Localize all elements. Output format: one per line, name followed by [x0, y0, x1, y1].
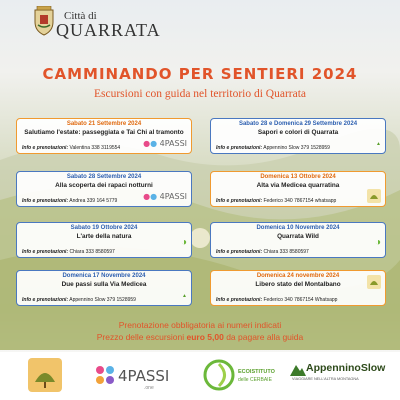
mountain-icon	[290, 362, 306, 376]
event-card-1	[16, 118, 192, 154]
info-label: Info e prenotazioni:	[216, 198, 263, 204]
appennino-logo-icon: ▲	[376, 141, 381, 147]
logo-text: 4PASSI	[159, 139, 187, 148]
appennino-logo-icon: ▲	[182, 293, 187, 299]
fourpassi-dots-icon	[94, 364, 116, 386]
event-card-8	[210, 270, 386, 306]
event-card-7	[16, 270, 192, 306]
event-title: Quarrata Wild	[277, 233, 319, 240]
ginkgo-logo-icon	[28, 358, 62, 392]
header	[0, 0, 400, 62]
event-date: Sabato 28 e Domenica 29 Settembre 2024	[238, 121, 358, 127]
booking-notice: Prenotazione obbligatoria ai numeri indicati	[118, 320, 282, 330]
event-card-3	[16, 171, 192, 207]
contact-text: Andrea 339 164 5779	[69, 198, 118, 204]
info-label: Info e prenotazioni:	[216, 297, 263, 303]
event-card-4	[210, 171, 386, 207]
appennino-name: AppenninoSlow	[306, 362, 386, 374]
ecoistituto-logo-icon: ◑	[180, 237, 187, 248]
contact-text: Appennino Slow 379 1528959	[69, 297, 136, 303]
info-label: Info e prenotazioni:	[22, 249, 69, 255]
event-title: Salutiamo l'estate: passeggiata e Tai Chi al tramonto	[24, 129, 184, 136]
fourpassi-logo-icon: ●● 4PASSI	[143, 192, 187, 201]
city-crest-icon	[32, 6, 56, 36]
event-contact	[22, 198, 117, 204]
event-date: Domenica 17 Novembre 2024	[62, 273, 146, 279]
info-label: Info e prenotazioni:	[22, 297, 69, 303]
event-card-5	[16, 222, 192, 258]
event-date: Domenica 24 novembre 2024	[256, 273, 340, 279]
ginkgo-leaf-icon	[367, 189, 381, 203]
event-contact	[216, 249, 309, 255]
event-title: Alla scoperta dei rapaci notturni	[55, 182, 153, 189]
event-title: Libero stato del Montalbano	[255, 281, 341, 288]
info-label: Info e prenotazioni:	[22, 145, 69, 151]
city-label-big: QUARRATA	[56, 20, 161, 40]
event-contact	[216, 198, 336, 204]
event-title: L'arte della natura	[76, 233, 132, 240]
page-title: CAMMINANDO PER SENTIERI 2024	[42, 65, 358, 83]
event-date: Sabato 28 Settembre 2024	[66, 174, 142, 180]
city-label-small: Città di	[64, 10, 97, 22]
ecoistituto-logo-icon: ◑	[374, 237, 381, 248]
price-value: euro 5,00	[186, 332, 224, 342]
event-date: Sabato 21 Settembre 2024	[66, 121, 142, 127]
event-date: Domenica 10 Novembre 2024	[256, 225, 340, 231]
price-notice-pre: Prezzo delle escursioni	[96, 332, 187, 342]
fourpassi-sub: .one	[144, 385, 154, 391]
info-label: Info e prenotazioni:	[22, 198, 69, 204]
contact-text: Chiara 333 8580597	[69, 249, 115, 255]
appennino-slow-logo	[290, 362, 390, 394]
event-contact	[216, 145, 330, 151]
ecoistituto-logo	[202, 358, 282, 394]
contact-text: Federico 340 7867154 Whatsapp	[263, 297, 338, 303]
event-title: Sapori e colori di Quarrata	[257, 129, 339, 136]
event-card-2	[210, 118, 386, 154]
contact-text: Chiara 333 8580597	[263, 249, 309, 255]
info-label: Info e prenotazioni:	[216, 249, 263, 255]
event-card-6	[210, 222, 386, 258]
logo-text: 4PASSI	[159, 192, 187, 201]
price-notice-post: da pagare alla guida	[223, 332, 304, 342]
event-title: Alta via Medicea quarratina	[256, 182, 340, 189]
ginkgo-leaf-icon	[367, 275, 381, 289]
event-title: Due passi sulla Via Medicea	[61, 281, 147, 288]
event-date: Domenica 13 Ottobre 2024	[260, 174, 336, 180]
contact-text: Federico 340 7867154 whatsapp	[263, 198, 337, 204]
appennino-tagline: VIAGGIARE NELL'ALTRA MONTAGNA	[292, 377, 359, 381]
page-subtitle: Escursioni con guida nel territorio di Quarrata	[93, 88, 307, 100]
fourpassi-logo	[94, 364, 174, 394]
fourpassi-name: 4PASSI	[118, 367, 170, 385]
fourpassi-logo-icon: ●● 4PASSI	[143, 139, 187, 148]
contact-text: Valentina 338 3119554	[69, 145, 121, 151]
ecoistituto-sub: delle CERBAIE	[238, 377, 272, 383]
event-contact	[216, 297, 337, 303]
info-label: Info e prenotazioni:	[216, 145, 263, 151]
event-date: Sabato 19 Ottobre 2024	[70, 225, 138, 231]
ecoistituto-name: ECOISTITUTO	[238, 369, 275, 375]
event-contact	[22, 145, 120, 151]
price-notice	[0, 332, 400, 342]
event-contact	[22, 297, 136, 303]
event-contact	[22, 249, 115, 255]
footer-logos	[0, 352, 400, 400]
ecoistituto-swirl-icon	[202, 358, 236, 392]
contact-text: Appennino Slow 379 1528959	[263, 145, 330, 151]
